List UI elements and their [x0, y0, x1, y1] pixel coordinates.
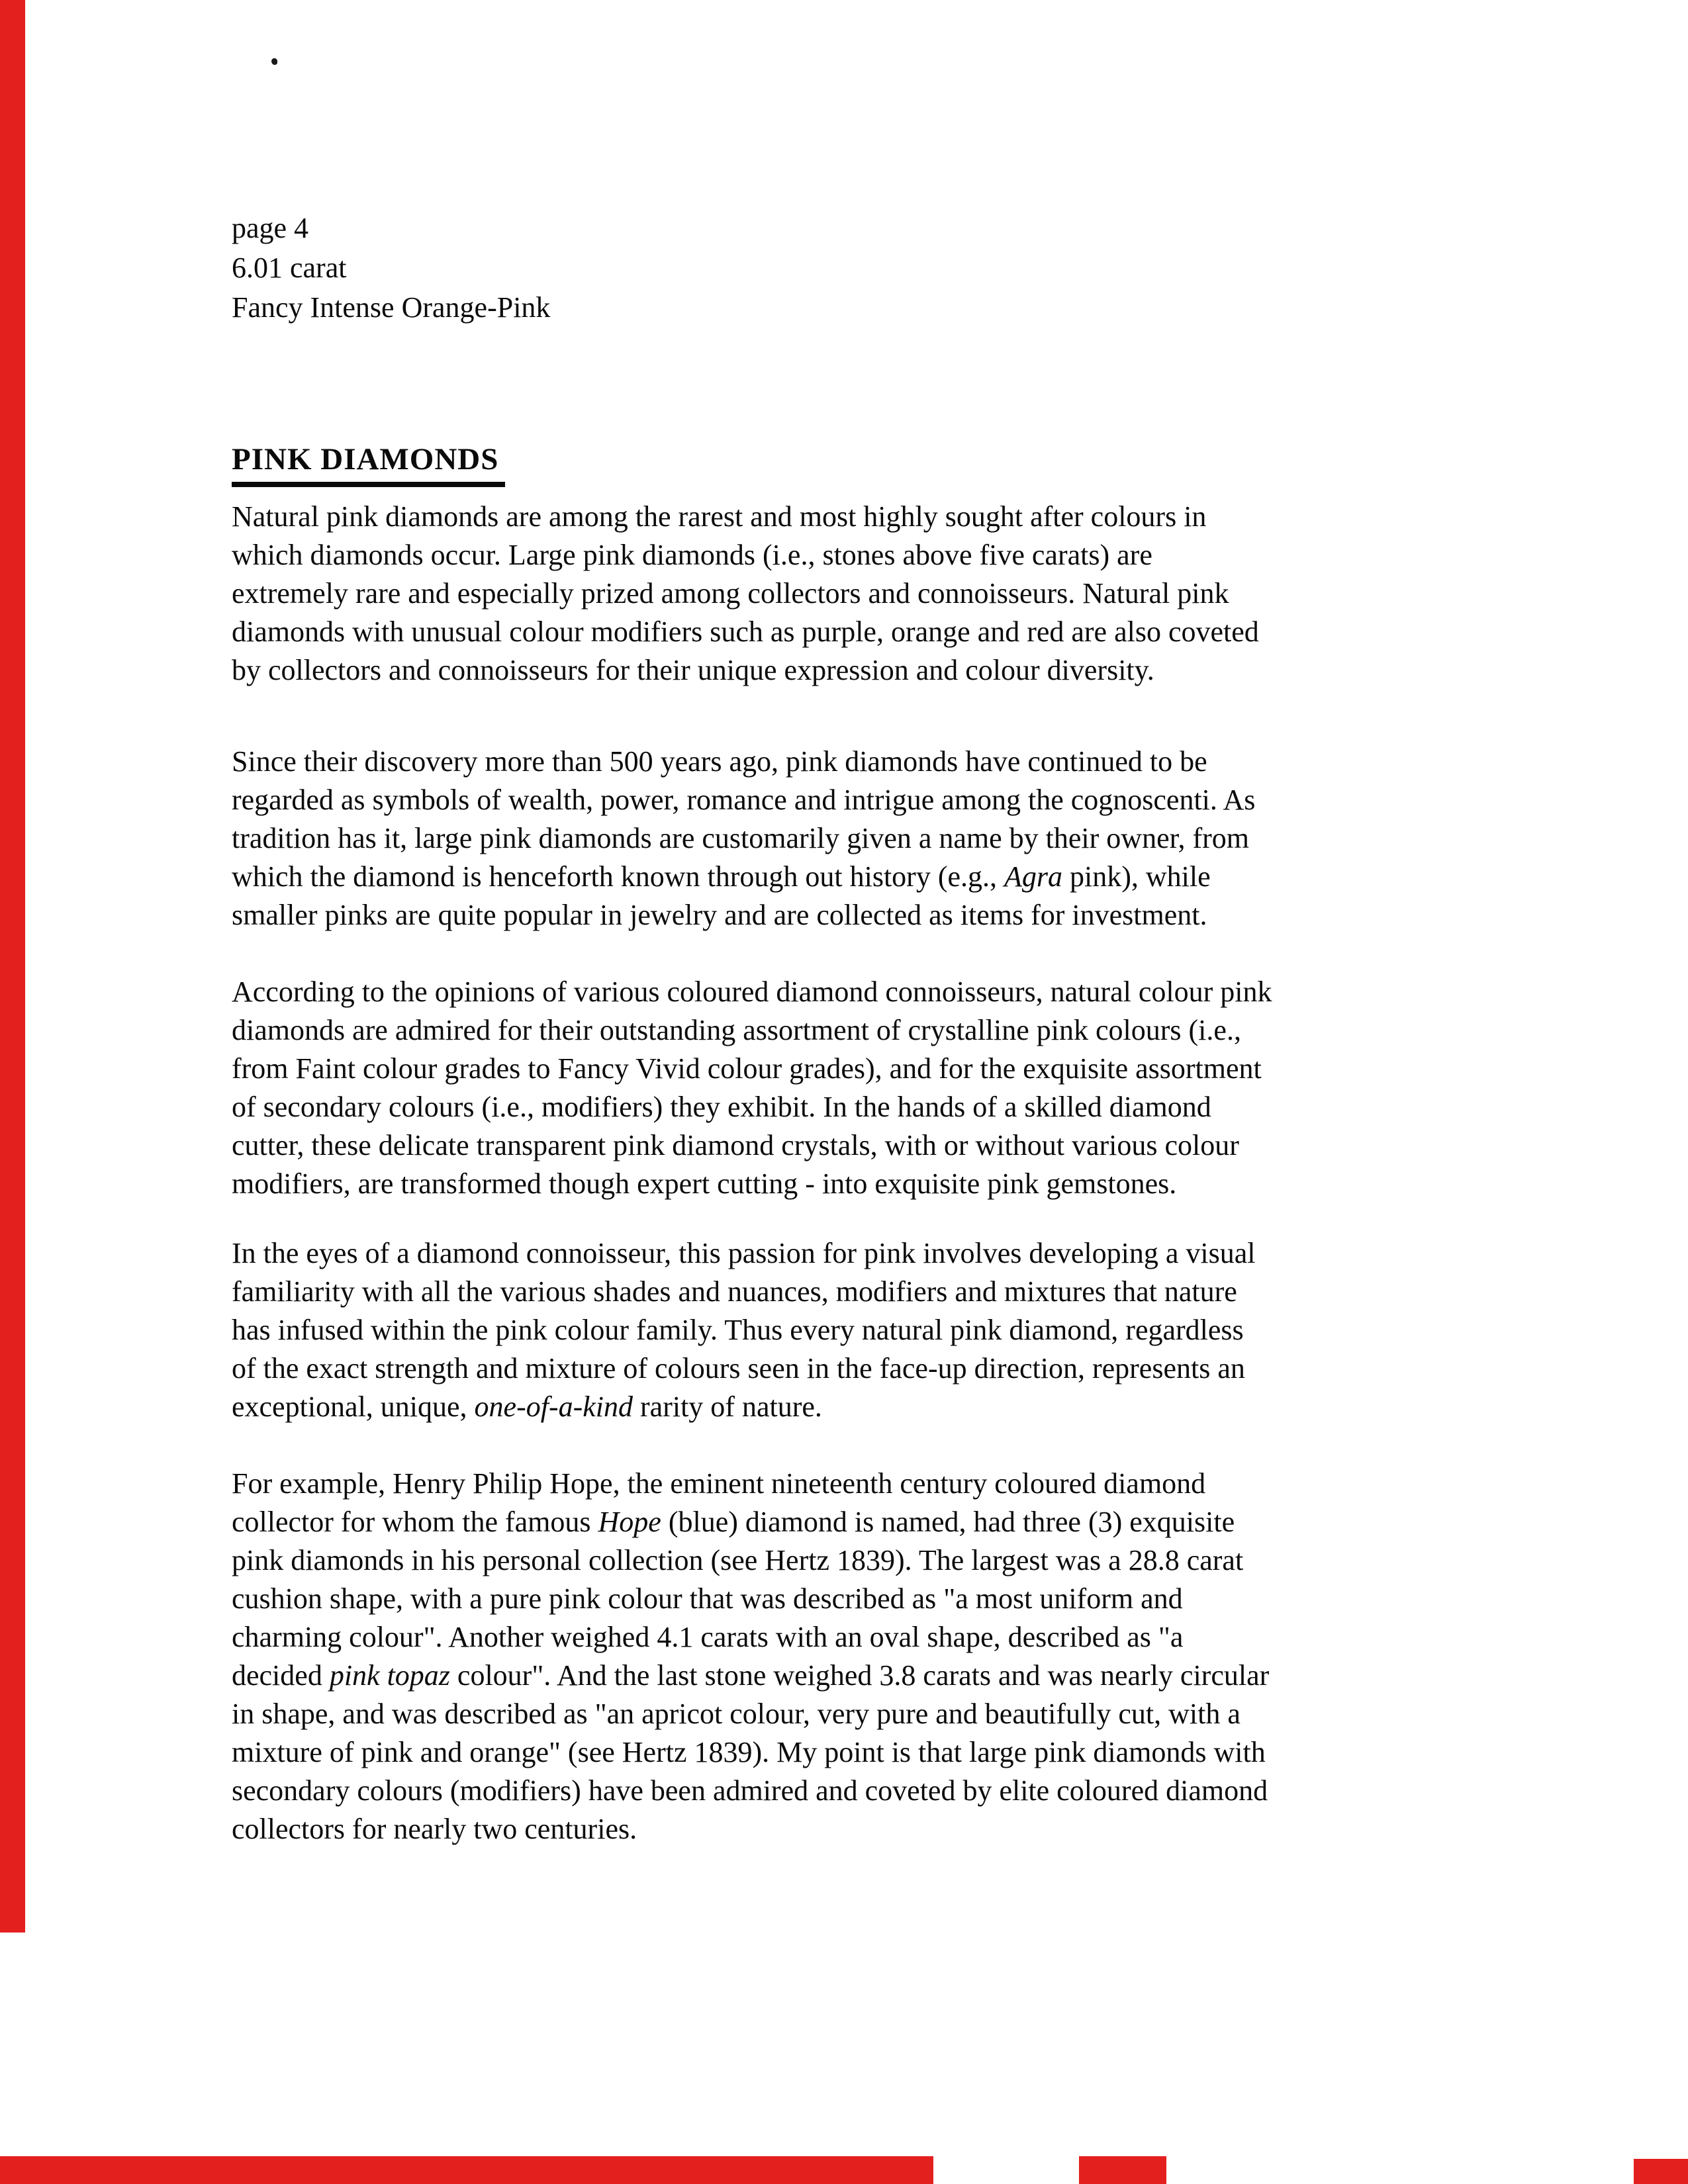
header-line-colour-grade: Fancy Intense Orange-Pink — [232, 291, 551, 324]
document-heading: PINK DIAMONDS — [232, 441, 505, 487]
scan-artifact-bottom-middle — [1079, 2156, 1166, 2184]
paragraph-passion: In the eyes of a diamond connoisseur, this passion for pink involves developing a visual familiarity with all the various shades and nuances, modifiers and mixtures that nature has infused within the pink colour family. Thus every natural pink diamond, regardless of the exact strength and mixture of colours seen in the face-up direction, represents an exceptional, unique, one-of-a-kind rarity of nature. — [232, 1237, 1256, 1423]
header-line-page-number: page 4 — [232, 212, 309, 244]
header-line-carat: 6.01 carat — [232, 251, 347, 284]
paragraph-history: Since their discovery more than 500 years ago, pink diamonds have continued to be regarded as symbols of wealth, power, romance and intrigue among the cognoscenti. As tradition has it, large pink diamonds are customarily given a name by their owner, from which the diamond is henceforth known through out history (e.g., Agra pink), while smaller pinks are quite popular in jewelry and are collected as items for investment. — [232, 745, 1256, 931]
scan-artifact-bottom-right — [1634, 2159, 1688, 2184]
paragraph-connoisseurs: According to the opinions of various coloured diamond connoisseurs, natural colour pink diamonds are admired for their outstanding assortment of crystalline pink colours (i.e., from Faint colour grades to Fancy Vivid colour grades), and for the exquisite assortment of secondary colours (i.e., modifiers) they exhibit. In the hands of a skilled diamond cutter, these delicate transparent pink diamond crystals, with or without various colour modifiers, are transformed though expert cutting - into exquisite pink gemstones. — [232, 976, 1272, 1200]
paragraph-rarity: Natural pink diamonds are among the rarest and most highly sought after colours in which diamonds occur. Large pink diamonds (i.e., stones above five carats) are extremely rare and especially prized among collectors and connoisseurs. Natural pink diamonds with unusual colour modifiers such as purple, orange and red are also coveted by collectors and connoisseurs for their unique expression and colour diversity. — [232, 500, 1259, 686]
scan-artifact-left-edge — [0, 0, 25, 1933]
stray-ink-mark — [271, 58, 277, 65]
paragraph-hope-example: For example, Henry Philip Hope, the eminent nineteenth century coloured diamond collector for whom the famous Hope (blue) diamond is named, had three (3) exquisite pink diamonds in his personal collection (see Hertz 1839). The largest was a 28.8 carat cushion shape, with a pure pink colour that was described as "a most uniform and charming colour". Another weighed 4.1 carats with an oval shape, described as "a decided pink topaz colour". And the last stone weighed 3.8 carats and was nearly circular in shape, and was described as "an apricot colour, very pure and beautifully cut, with a mixture of pink and orange" (see Hertz 1839). My point is that large pink diamonds with secondary colours (modifiers) have been admired and coveted by elite coloured diamond collectors for nearly two centuries. — [232, 1467, 1270, 1845]
page-header — [232, 208, 1589, 328]
document-content — [232, 208, 1589, 1848]
scan-artifact-bottom-left — [0, 2156, 933, 2184]
